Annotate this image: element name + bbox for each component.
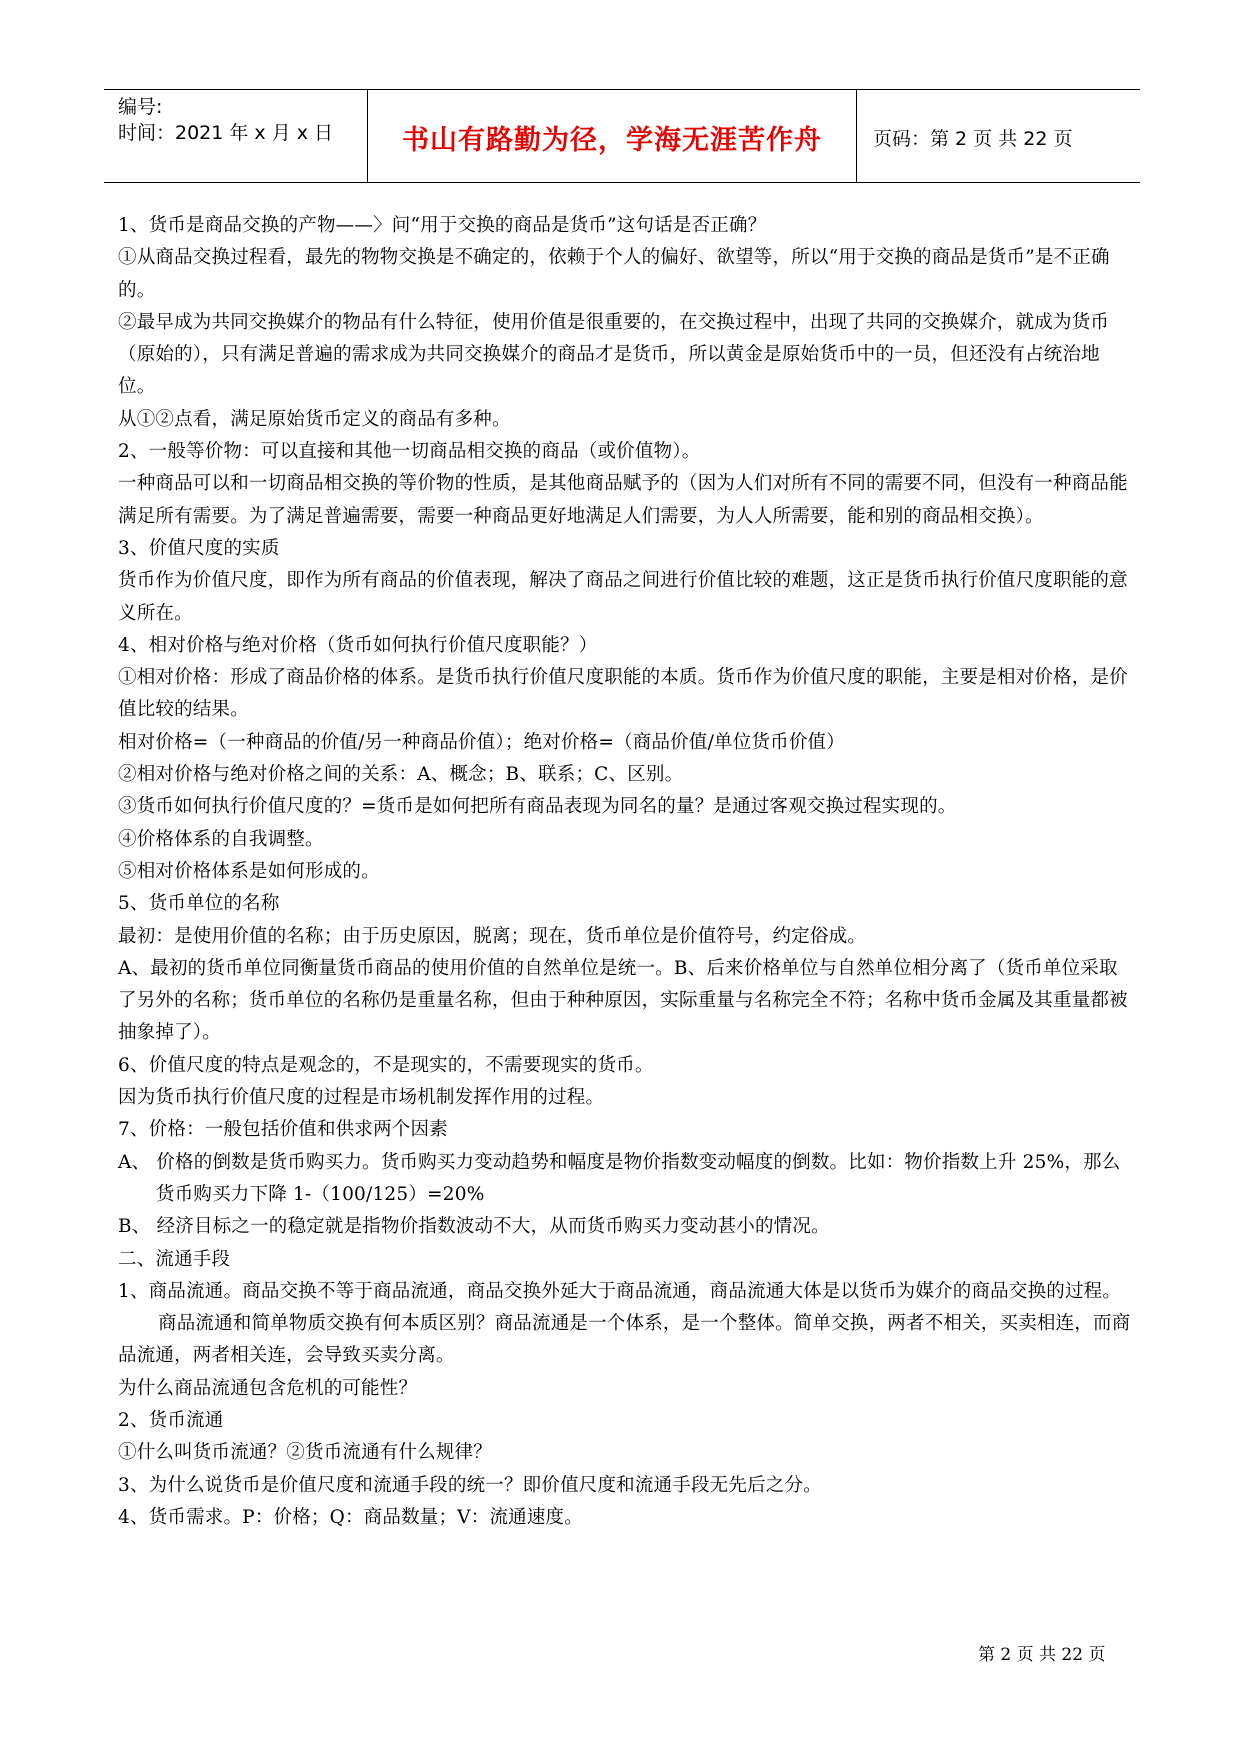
paragraph: ②最早成为共同交换媒介的物品有什么特征，使用价值是很重要的，在交换过程中，出现了共同的交换媒介，就成为货币（原始的），只有满足普遍的需求成为共同交换媒介的商品才是货币，所以黄金是原始货币中的一员，但还没有占统治地位。 — [118, 311, 1110, 398]
paragraph: 1、商品流通。商品交换不等于商品流通，商品交换外延大于商品流通，商品流通大体是以货币为媒介的商品交换的过程。 — [118, 1280, 1122, 1302]
paragraph: ⑤相对价格体系是如何形成的。 — [118, 860, 380, 882]
paragraph: 6、价值尺度的特点是观念的，不是现实的，不需要现实的货币。 — [118, 1054, 654, 1076]
section-heading: 二、流通手段 — [118, 1248, 231, 1270]
paragraph: 一种商品可以和一切商品相交换的等价物的性质，是其他商品赋予的（因为人们对所有不同的需要不同，但没有一种商品能满足所有需要。为了满足普遍需要，需要一种商品更好地满足人们需要，为人人所需要，能和别的商品相交换）。 — [118, 473, 1128, 527]
motto-text: 书山有路勤为径，学海无涯苦作舟 — [402, 125, 822, 156]
document-body — [118, 210, 1136, 1534]
header-page-cell — [857, 90, 1140, 182]
paragraph: 2、一般等价物：可以直接和其他一切商品相交换的商品（或价值物）。 — [118, 441, 701, 463]
paragraph: ③货币如何执行价值尺度的？=货币是如何把所有商品表现为同名的量？是通过客观交换过程实现的。 — [118, 796, 957, 818]
paragraph: ①从商品交换过程看，最先的物物交换是不确定的，依赖于个人的偏好、欲望等，所以“用于交换的商品是货币”是不正确的。 — [118, 247, 1110, 301]
list-item: B、 经济目标之一的稳定就是指物价指数波动不大，从而货币购买力变动甚小的情况。 — [118, 1216, 830, 1238]
header-motto-cell — [368, 90, 857, 182]
paragraph: 相对价格=（一种商品的价值/另一种商品价值）；绝对价格=（商品价值/单位货币价值） — [118, 731, 845, 753]
paragraph: 货币作为价值尺度，即作为所有商品的价值表现，解决了商品之间进行价值比较的难题，这正是货币执行价值尺度职能的意义所在。 — [118, 570, 1128, 624]
section-heading: 7、价格：一般包括价值和供求两个因素 — [118, 1119, 448, 1141]
section-heading: 3、价值尺度的实质 — [118, 537, 280, 559]
paragraph: A、最初的货币单位同衡量货币商品的使用价值的自然单位是统一。B、后来价格单位与自然单位相分离了（货币单位采取了另外的名称；货币单位的名称仍是重量名称，但由于种种原因，实际重量与名称完全不符；名称中货币金属及其重量都被抽象掉了）。 — [118, 957, 1128, 1044]
paragraph: 为什么商品流通包含危机的可能性？ — [118, 1377, 418, 1399]
paragraph: 1、货币是商品交换的产物——〉问“用于交换的商品是货币”这句话是否正确？ — [118, 215, 767, 236]
paragraph: ②相对价格与绝对价格之间的关系：A、概念；B、联系；C、区别。 — [118, 764, 684, 786]
page-info: 页码：第 2 页 共 22 页 — [873, 128, 1073, 150]
paragraph: ①什么叫货币流通？②货币流通有什么规律？ — [118, 1442, 493, 1464]
header-meta-cell — [104, 90, 368, 182]
section-heading: 5、货币单位的名称 — [118, 893, 280, 915]
list-item: A、 价格的倒数是货币购买力。货币购买力变动趋势和幅度是物价指数变动幅度的倒数。比如：物价指数上升 25%，那么货币购买力下降 1-（100/125）=20% — [118, 1151, 1121, 1205]
paragraph: 商品流通和简单物质交换有何本质区别？商品流通是一个体系，是一个整体。简单交换，两者不相关，买卖相连，而商品流通，两者相关连，会导致买卖分离。 — [118, 1313, 1131, 1367]
paragraph: 4、货币需求。P：价格；Q：商品数量；V：流通速度。 — [118, 1506, 583, 1528]
time-label: 时间：2021 年 x 月 x 日 — [118, 122, 334, 144]
paragraph: ④价格体系的自我调整。 — [118, 828, 324, 850]
section-heading: 4、相对价格与绝对价格（货币如何执行价值尺度职能？） — [118, 634, 598, 656]
paragraph: 因为货币执行价值尺度的过程是市场机制发挥作用的过程。 — [118, 1087, 605, 1109]
paragraph: 从①②点看，满足原始货币定义的商品有多种。 — [118, 408, 511, 430]
document-header — [104, 89, 1140, 183]
paragraph: ①相对价格：形成了商品价格的体系。是货币执行价值尺度职能的本质。货币作为价值尺度的职能，主要是相对价格，是价值比较的结果。 — [118, 667, 1128, 721]
page-footer: 第 2 页 共 22 页 — [978, 1645, 1106, 1665]
section-heading: 2、货币流通 — [118, 1409, 224, 1431]
paragraph: 3、为什么说货币是价值尺度和流通手段的统一？即价值尺度和流通手段无先后之分。 — [118, 1474, 822, 1496]
paragraph: 最初：是使用价值的名称；由于历史原因，脱离；现在，货币单位是价值符号，约定俗成。 — [118, 925, 867, 947]
serial-label: 编号: — [118, 96, 163, 118]
